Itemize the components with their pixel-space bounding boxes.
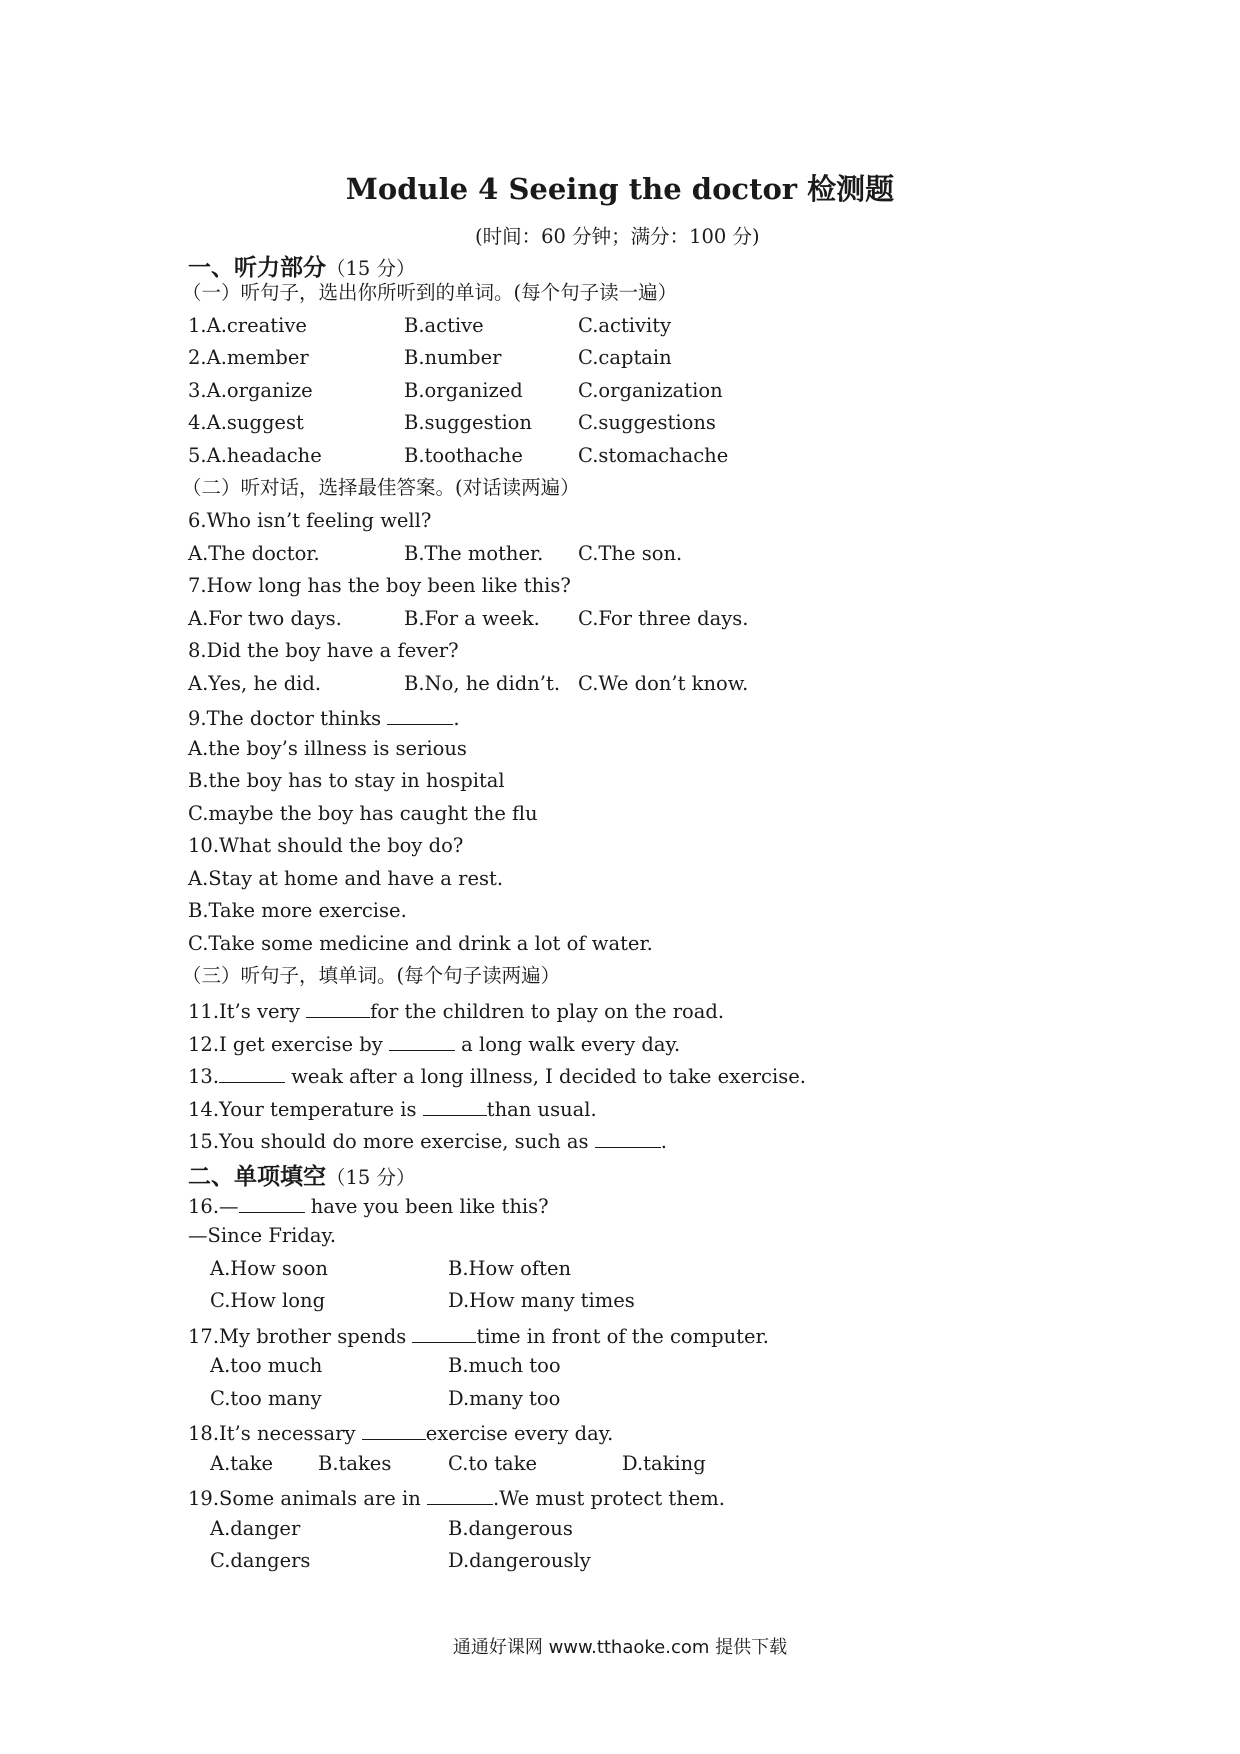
question-10: 10.What should the boy do?	[188, 834, 464, 857]
question-19: 19.Some animals are in .We must protect them.	[188, 1484, 725, 1511]
section2-heading	[188, 1158, 416, 1191]
question-4: 4.A.suggest	[188, 411, 304, 434]
question-8: 8.Did the boy have a fever?	[188, 639, 459, 662]
answer-blank[interactable]	[389, 1030, 455, 1051]
option-7b: B.For a week.	[404, 607, 540, 630]
option-8b: B.No, he didn’t.	[404, 672, 561, 695]
answer-blank[interactable]	[427, 1484, 493, 1505]
option-17d: D.many too	[448, 1387, 561, 1410]
question-7: 7.How long has the boy been like this?	[188, 574, 571, 597]
option-5b: B.toothache	[404, 444, 523, 467]
question-9: 9.The doctor thinks .	[188, 704, 460, 731]
answer-blank[interactable]	[423, 1095, 487, 1116]
option-7c: C.For three days.	[578, 607, 749, 630]
question-12: 12.I get exercise by a long walk every day.	[188, 1030, 680, 1057]
question-3: 3.A.organize	[188, 379, 313, 402]
option-8c: C.We don’t know.	[578, 672, 749, 695]
option-3b: B.organized	[404, 379, 523, 402]
option-17b: B.much too	[448, 1354, 561, 1377]
option-17c: C.too many	[210, 1387, 322, 1410]
option-9b: B.the boy has to stay in hospital	[188, 769, 505, 792]
question-14: 14.Your temperature is than usual.	[188, 1095, 597, 1122]
question-15: 15.You should do more exercise, such as .	[188, 1127, 667, 1154]
part1-instruction: （一）听句子，选出你所听到的单词。(每个句子读一遍）	[182, 281, 678, 304]
section2-points: （15 分）	[326, 1166, 416, 1189]
option-9c: C.maybe the boy has caught the flu	[188, 802, 538, 825]
option-10b: B.Take more exercise.	[188, 899, 407, 922]
option-6c: C.The son.	[578, 542, 683, 565]
option-10a: A.Stay at home and have a rest.	[188, 867, 504, 890]
answer-blank[interactable]	[219, 1062, 285, 1083]
question-17: 17.My brother spends time in front of the computer.	[188, 1322, 769, 1349]
question-11: 11.It’s very for the children to play on the road.	[188, 997, 724, 1024]
option-2c: C.captain	[578, 346, 672, 369]
exam-info: (时间：60 分钟；满分：100 分)	[475, 225, 760, 248]
section1-title: 一、听力部分	[188, 254, 326, 281]
option-16c: C.How long	[210, 1289, 326, 1312]
question-1: 1.A.creative	[188, 314, 307, 337]
section1-heading	[188, 249, 416, 282]
option-1b: B.active	[404, 314, 484, 337]
question-2: 2.A.member	[188, 346, 309, 369]
section1-points: （15 分）	[326, 257, 416, 280]
answer-blank[interactable]	[239, 1192, 305, 1213]
option-18a: A.take	[210, 1452, 274, 1475]
option-19b: B.dangerous	[448, 1517, 573, 1540]
option-16a: A.How soon	[210, 1257, 328, 1280]
question-16: 16.— have you been like this?	[188, 1192, 549, 1219]
option-19a: A.danger	[210, 1517, 301, 1540]
option-5c: C.stomachache	[578, 444, 729, 467]
option-6b: B.The mother.	[404, 542, 544, 565]
option-19d: D.dangerously	[448, 1549, 591, 1572]
option-4c: C.suggestions	[578, 411, 716, 434]
option-4b: B.suggestion	[404, 411, 532, 434]
option-1c: C.activity	[578, 314, 672, 337]
question-13: 13. weak after a long illness, I decided to take exercise.	[188, 1062, 806, 1089]
option-16d: D.How many times	[448, 1289, 635, 1312]
answer-blank[interactable]	[412, 1322, 476, 1343]
footer-source: 通通好课网 www.tthaoke.com 提供下载	[452, 1637, 788, 1658]
option-8a: A.Yes, he did.	[188, 672, 322, 695]
option-3c: C.organization	[578, 379, 723, 402]
section2-title: 二、单项填空	[188, 1163, 326, 1190]
question-6: 6.Who isn’t feeling well?	[188, 509, 432, 532]
option-17a: A.too much	[210, 1354, 323, 1377]
part3-instruction: （三）听句子，填单词。(每个句子读两遍）	[182, 964, 561, 987]
option-2b: B.number	[404, 346, 502, 369]
answer-blank[interactable]	[595, 1127, 661, 1148]
answer-blank[interactable]	[387, 704, 453, 725]
option-18d: D.taking	[622, 1452, 706, 1475]
question-5: 5.A.headache	[188, 444, 322, 467]
answer-blank[interactable]	[306, 997, 370, 1018]
option-7a: A.For two days.	[188, 607, 342, 630]
option-6a: A.The doctor.	[188, 542, 320, 565]
answer-16: —Since Friday.	[188, 1224, 337, 1247]
part2-instruction: （二）听对话，选择最佳答案。(对话读两遍）	[182, 476, 580, 499]
option-18b: B.takes	[318, 1452, 392, 1475]
option-10c: C.Take some medicine and drink a lot of water.	[188, 932, 653, 955]
page-title: Module 4 Seeing the doctor 检测题	[345, 172, 895, 206]
option-16b: B.How often	[448, 1257, 572, 1280]
answer-blank[interactable]	[362, 1419, 426, 1440]
option-18c: C.to take	[448, 1452, 538, 1475]
option-19c: C.dangers	[210, 1549, 311, 1572]
question-18: 18.It’s necessary exercise every day.	[188, 1419, 613, 1446]
option-9a: A.the boy’s illness is serious	[188, 737, 467, 760]
